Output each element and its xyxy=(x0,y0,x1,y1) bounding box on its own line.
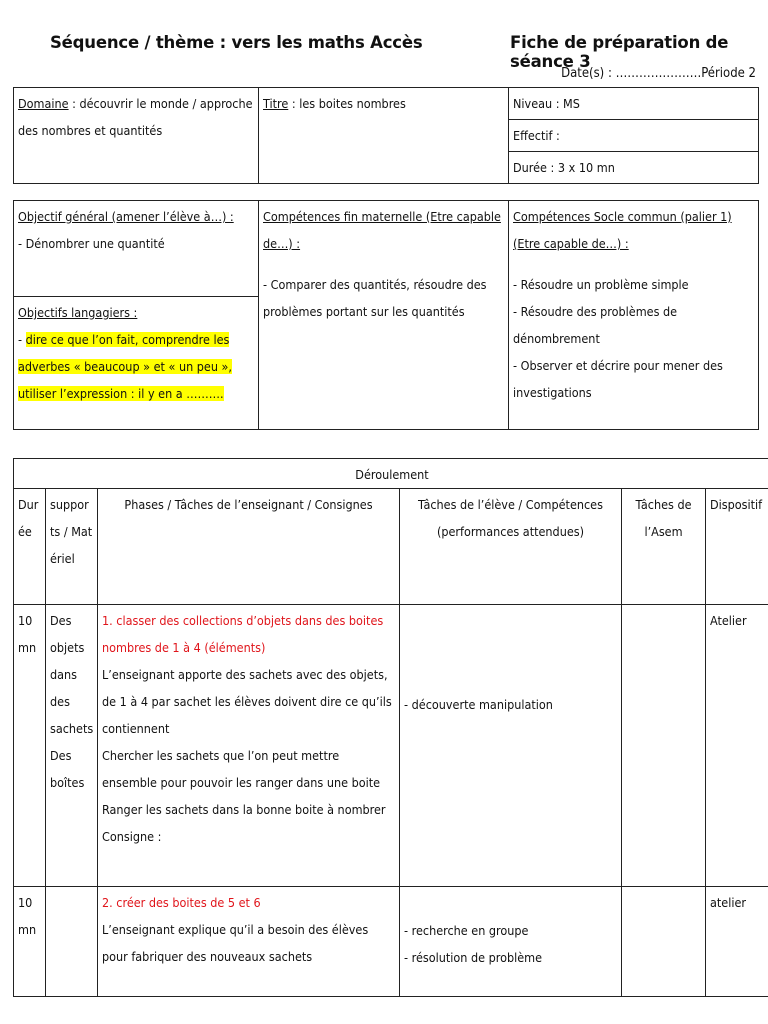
row-supports: Des objets dans des sachets Des boîtes xyxy=(46,605,98,887)
domaine-cell xyxy=(14,88,259,184)
objectifs-langagiers-cell xyxy=(14,297,259,430)
table-row xyxy=(14,605,768,887)
eleve-task: - découverte manipulation xyxy=(404,697,553,712)
competences-fin-label: Compétences fin maternelle (Etre capable de…) : xyxy=(263,209,501,251)
objectif-general-text: - Dénombrer une quantité xyxy=(18,236,165,251)
titre-cell xyxy=(259,88,509,184)
row-phases xyxy=(98,605,400,887)
row-asem xyxy=(622,605,706,887)
row-duree: 10 mn xyxy=(14,605,46,887)
row-dispositif: atelier xyxy=(706,887,768,997)
deroulement-table xyxy=(13,458,768,997)
row-eleve xyxy=(400,887,622,997)
competences-socle-cell xyxy=(509,201,759,430)
domaine-text: : découvrir le monde / approche des nombres et quantités xyxy=(18,96,253,138)
objectives-table xyxy=(13,200,759,430)
col-header-duree: Durée xyxy=(14,489,46,605)
objectifs-langagiers-label: Objectifs langagiers : xyxy=(18,305,138,320)
phase-line: L’enseignant explique qu’il a besoin des élèves pour fabriquer des nouveaux sachets xyxy=(102,922,369,964)
eleve-task: - résolution de problème xyxy=(404,950,543,965)
objectif-general-label: Objectif général (amener l’élève à…) : xyxy=(18,209,234,224)
titre-text: : les boites nombres xyxy=(288,96,406,111)
deroulement-title: Déroulement xyxy=(14,459,768,489)
phase-line: Consigne : xyxy=(102,829,162,844)
row-phases xyxy=(98,887,400,997)
row-duree: 10 mn xyxy=(14,887,46,997)
domaine-label: Domaine xyxy=(18,96,69,111)
duree-text: Durée : 3 x 10 mn xyxy=(513,160,615,175)
fiche-title: Fiche de préparation de séance 3 xyxy=(510,33,729,71)
objectifs-langagiers-dash: - xyxy=(18,332,26,347)
info-table xyxy=(13,87,759,184)
effectif-text: Effectif : xyxy=(509,120,758,152)
row-asem xyxy=(622,887,706,997)
sequence-title: Séquence / thème : vers les maths Accès xyxy=(50,33,423,52)
eleve-task: - recherche en groupe xyxy=(404,923,529,938)
competences-socle-item: - Résoudre un problème simple xyxy=(513,277,689,292)
competences-socle-item: - Observer et décrire pour mener des investigations xyxy=(513,358,723,400)
objectif-general-cell xyxy=(14,201,259,297)
phase-title: 1. classer des collections d’objets dans des boites nombres de 1 à 4 (éléments) xyxy=(102,613,384,655)
phase-line: Chercher les sachets que l’on peut mettre ensemble pour pouvoir les ranger dans une boite xyxy=(102,748,381,790)
competences-socle-label: Compétences Socle commun (palier 1) (Etre capable de…) : xyxy=(513,209,732,251)
dates-period: Date(s) : ………………….Période 2 xyxy=(561,66,756,81)
phase-line: Ranger les sachets dans la bonne boite à nombrer xyxy=(102,802,386,817)
row-eleve xyxy=(400,605,622,887)
niveau-cell xyxy=(509,88,759,184)
phase-title: 2. créer des boites de 5 et 6 xyxy=(102,895,261,910)
competences-fin-cell xyxy=(259,201,509,430)
objectifs-langagiers-text: dire ce que l’on fait, comprendre les adverbes « beaucoup » et « un peu », utiliser l’expression : il y en a ………. xyxy=(18,332,232,401)
col-header-eleve: Tâches de l’élève / Compétences (performances attendues) xyxy=(400,489,622,605)
table-row xyxy=(14,887,768,997)
col-header-asem: Tâches de l’Asem xyxy=(622,489,706,605)
col-header-phases: Phases / Tâches de l’enseignant / Consignes xyxy=(98,489,400,605)
phase-line: L’enseignant apporte des sachets avec des objets, de 1 à 4 par sachet les élèves doivent dire ce qu’ils contiennent xyxy=(102,667,392,736)
competences-fin-text: - Comparer des quantités, résoudre des problèmes portant sur les quantités xyxy=(263,277,487,319)
competences-socle-item: - Résoudre des problèmes de dénombrement xyxy=(513,304,678,346)
row-supports xyxy=(46,887,98,997)
col-header-supports: supports / Matériel xyxy=(46,489,98,605)
row-dispositif: Atelier xyxy=(706,605,768,887)
col-header-dispositif: Dispositif xyxy=(706,489,768,605)
niveau-text: Niveau : MS xyxy=(509,88,758,120)
titre-label: Titre xyxy=(263,96,289,111)
